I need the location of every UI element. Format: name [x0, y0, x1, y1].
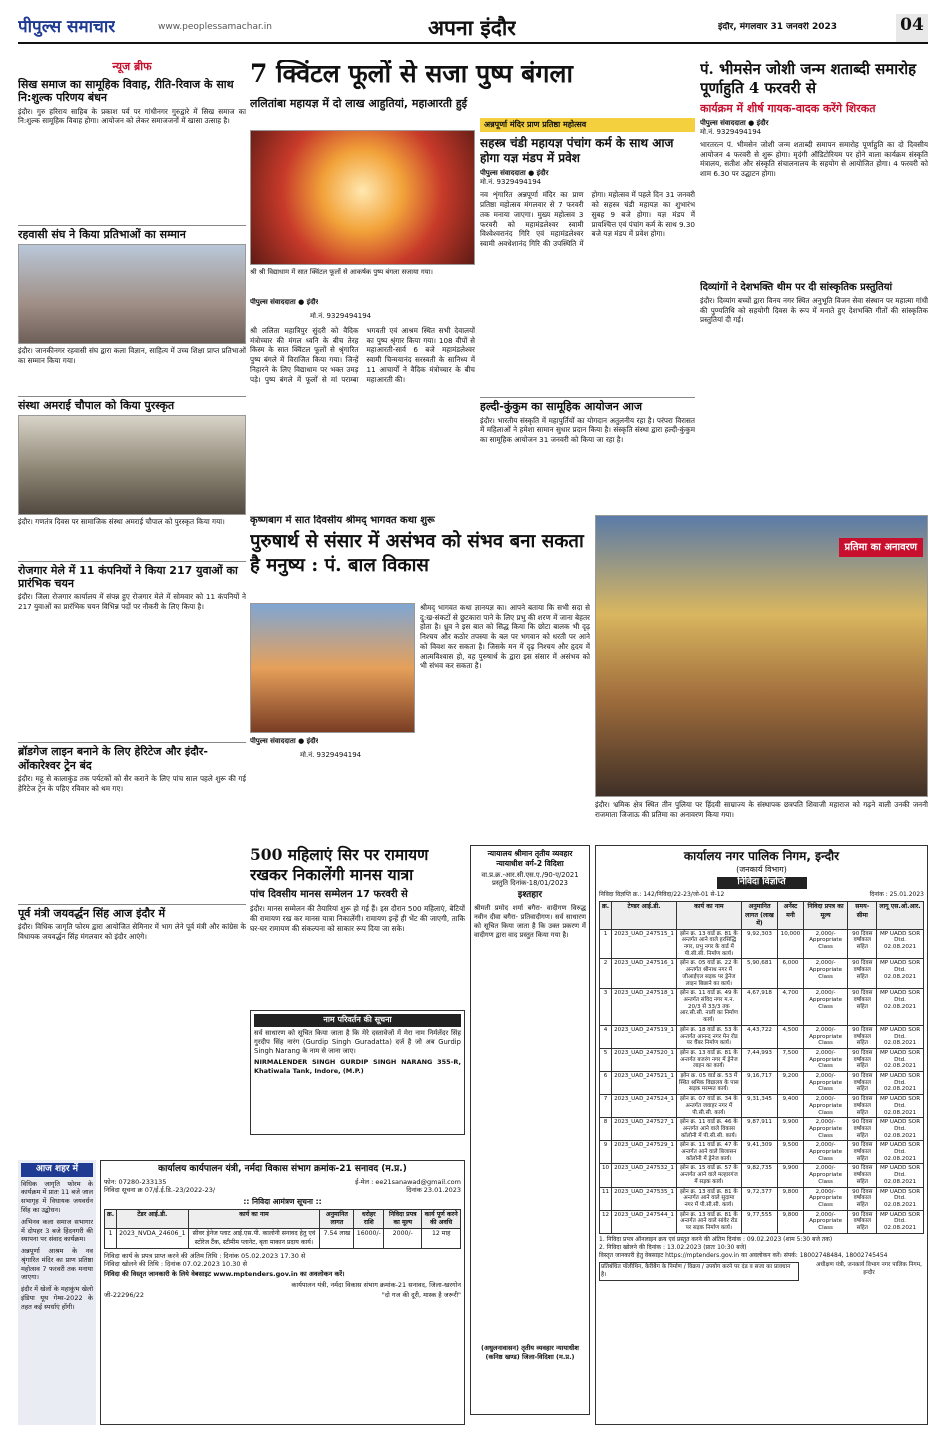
table-cell: झोन क्र. 18 वार्ड क्र. 53 के अन्तर्गत आनन्द नगर मेन रोड पर चैंबर निर्माण कार्य। — [676, 1025, 741, 1048]
phone: मो.नं. 9329494194 — [300, 751, 362, 759]
table-cell: झोन क्र. 11 वार्ड क्र. 46 के अन्तर्गत आने वाले विकास कॉलोनी में पी.सी.सी. कार्य। — [676, 1118, 741, 1141]
aaj-shahar-title: आज शहर में — [21, 1163, 93, 1177]
narmada-heading: :: निविदा आमंत्रण सूचना :: — [243, 1196, 322, 1206]
table-cell: 12 — [600, 1210, 612, 1233]
table-header: कार्य पूर्ण करने की अवधि — [422, 1210, 461, 1229]
table-cell: MP UADD SOR Dtd. 02.08.2021 — [877, 929, 924, 959]
nigam-table — [599, 901, 924, 1233]
court-signature: (अधुलनावासन) तृतीय व्यवहार न्यायाधीश (कनिष्ठ खण्ड) जिला-विदिशा (म.प्र.) — [481, 1343, 579, 1361]
nigam-title: कार्यालय नगर पालिक निगम, इन्दौर — [683, 849, 840, 863]
brief-headline: संस्था अमराई चौपाल को किया पुरस्कृत — [18, 396, 246, 412]
annapurna-story — [480, 118, 695, 508]
ramayan-subheadline: पांच दिवसीय मानस सम्मेलन 17 फरवरी से — [250, 889, 408, 901]
court-case: वा.प्र.क्र.-आर.सी.एस.ए./90-ए/2021 प्रस्तुति दिनांक-18/01/2023 — [481, 870, 579, 888]
nigam-dept: (जनकार्य विभाग) — [736, 864, 787, 874]
table-cell: झोन क्र. 05 वार्ड क्र. 53 में स्थित श्रमिक विद्यालय के पास सड़क मरम्मत कार्य। — [676, 1072, 741, 1095]
table-cell: 2023_UAD_247519_1 — [612, 1025, 677, 1048]
table-cell: झोन क्र. 13 वार्ड क्र. 81 के अन्तर्गत आने वाले हरसिद्धि नगर, प्रभु नगर के वार्ड में पी.सी.सी. निर्माण कार्य। — [676, 929, 741, 959]
table-header: कार्य का नाम — [188, 1210, 320, 1229]
table-cell: 2 — [600, 959, 612, 989]
table-header: निविदा प्रपत्र का मूल्य — [384, 1210, 422, 1229]
table-cell: 2023_UAD_247544_1 — [612, 1210, 677, 1233]
court-title: न्यायालय श्रीमान तृतीय व्यवहार न्यायाधीश वर्ग-2 विदिशा — [487, 849, 573, 868]
brief-headline: रोजगार मेले में 11 कंपनियों ने किया 217 युवाओं का प्रारंभिक चयन — [18, 561, 246, 590]
table-cell: 2023_UAD_247532_1 — [612, 1164, 677, 1187]
chaupal-photo — [18, 415, 246, 515]
table-header: समय-सीमा — [848, 902, 877, 929]
felicitation-photo — [18, 244, 246, 344]
website[interactable]: www.peoplessamachar.in — [158, 22, 272, 32]
table-row — [600, 1095, 924, 1118]
table-cell: 2023_UAD_247529_1 — [612, 1141, 677, 1164]
table-cell: 9,900 — [778, 1164, 803, 1187]
table-cell: झोन क्र. 07 वार्ड क्र. 34 के अन्तर्गत जवाहर नगर में पी.सी.सी. कार्य। — [676, 1095, 741, 1118]
name-change-body: सर्व साधारण को सूचित किया जाता है कि मेरे दस्तावेजों में मेरा नाम निर्मलेंदर सिंह गुरदीप सिंह नारंग (Gurdip Singh Guradatta) दर्ज है जो अब Gurdip Singh Narang के नाम से जाना जाए। — [254, 1028, 461, 1056]
brief-headline: सिख समाज का सामूहिक विवाह, रीति-रिवाज के साथ नि:शुल्क परिणय बंधन — [18, 78, 234, 105]
table-cell: 4,500 — [778, 1025, 803, 1048]
table-cell: 90 दिवस वर्षाकाल सहित — [848, 1164, 877, 1187]
table-cell: 2023_UAD_247515_1 — [612, 929, 677, 959]
brief-body: इंदौर। गुरु हरिराय साहिब के प्रकाश पर्व पर गांधीनगर गुरुद्वारे में सिख समाज का नि:शुल्क सामूहिक विवाह होगा। आयोजन को लेकर समाजजनों में खासा उत्साह है। — [18, 106, 246, 126]
table-cell: 11 — [600, 1187, 612, 1210]
narmada-date-line: निविदा कार्य के प्रपत्र प्राप्त करने की अंतिम तिथि : दिनांक 05.02.2023 17.30 से — [104, 1251, 306, 1260]
table-cell: 90 दिवस वर्षाकाल सहित — [848, 1025, 877, 1048]
table-cell: झोन क्र. 05 वार्ड क्र. 22 के अन्तर्गत श्रीनाथ नगर में जीआईएल सड़क पर ड्रेनेज लाइन बिछाने का कार्य। — [676, 959, 741, 989]
divyang-body: इंदौर। दिव्यांग बच्चों द्वारा विनय नगर स्थित अनुभूति विजन सेवा संस्थान पर महात्मा गांधी की पुण्यतिथि को सहयोगी दिवस के रूप में मनाते हुए देशभक्ति गीतों की सांस्कृतिक प्रस्तुतियां दी गई। — [700, 295, 928, 325]
table-row — [600, 1118, 924, 1141]
table-header: अनुमानित लागत (लाख में) — [741, 902, 777, 929]
table-cell: 16000/- — [354, 1229, 384, 1248]
haldi-headline: हल्दी-कुंकुम का सामूहिक आयोजन आज — [480, 397, 695, 413]
table-cell: 2023_UAD_247516_1 — [612, 959, 677, 989]
flower-bungalow-photo — [250, 130, 475, 265]
nigam-footer: विस्तृत जानकारी हेतु वेबसाइट https://mptenders.gov.in का अवलोकन करें। संपर्क: 18002748484, 18002745454 — [599, 1252, 888, 1260]
table-cell: 2023_UAD_247524_1 — [612, 1095, 677, 1118]
table-cell: 2,000/- Appropriate Class — [803, 1187, 848, 1210]
table-cell: 5,90,681 — [741, 959, 777, 989]
news-brief-label: न्यूज ब्रीफ — [112, 60, 152, 73]
table-cell: 6 — [600, 1072, 612, 1095]
table-cell: MP UADD SOR Dtd. 02.08.2021 — [877, 1048, 924, 1071]
narmada-signature: कार्यपालन यंत्री, नर्मदा विकास संभाग क्रमांक-21 सनावद, जिला-खरगोन — [291, 1280, 461, 1289]
table-header: कार्य का नाम — [676, 902, 741, 929]
table-cell: 4 — [600, 1025, 612, 1048]
table-cell: 9,77,555 — [741, 1210, 777, 1233]
photo-caption: इंदौर। जानकीनगर रहवासी संघ द्वारा कला विज्ञान, साहित्य में उच्च शिक्षा प्राप्त प्रतिभाओं का सम्मान किया गया। — [18, 345, 246, 365]
narmada-ref: जी-22296/22 — [104, 1291, 144, 1300]
ramayan-story — [250, 845, 465, 1145]
brief-body: इंदौर। विधिक जागृति फोरम द्वारा आयोजित सेमिनार में भाग लेने पूर्व मंत्री और कांग्रेस के विधायक जयवर्द्धन सिंह मंगलवार को इंदौर आएंगे। — [18, 921, 246, 941]
table-cell: 2,000/- Appropriate Class — [803, 1048, 848, 1071]
table-cell: MP UADD SOR Dtd. 02.08.2021 — [877, 1118, 924, 1141]
table-cell: 90 दिवस वर्षाकाल सहित — [848, 1118, 877, 1141]
photo-caption: श्री श्री विद्याधाम में सात क्विंटल फूलों से आकर्षक पुष्प बंगला सजाया गया। — [250, 268, 433, 276]
bhimsen-headline: पं. भीमसेन जोशी जन्म शताब्दी समारोह पूर्णाहुति 4 फरवरी से — [700, 60, 917, 97]
table-row — [600, 959, 924, 989]
table-cell: MP UADD SOR Dtd. 02.08.2021 — [877, 1210, 924, 1233]
table-cell: 10,000 — [778, 929, 803, 959]
table-cell: MP UADD SOR Dtd. 02.08.2021 — [877, 1095, 924, 1118]
nigam-date-line: 1. निविदा प्रपत्र ऑनलाइन क्रय एवं प्रस्तुत करने की अंतिम दिनांक : 09.02.2023 (शाम 5:30 बजे तक) — [599, 1235, 833, 1243]
aaj-shahar — [18, 1160, 96, 1425]
narmada-email: ई-मेल : ee21sanawad@gmail.com — [355, 1177, 461, 1186]
table-cell: 90 दिवस वर्षाकाल सहित — [848, 1141, 877, 1164]
phone: मो.नं. 9329494194 — [700, 127, 762, 136]
table-header: अनुमानित लागत — [320, 1210, 354, 1229]
table-cell: MP UADD SOR Dtd. 02.08.2021 — [877, 1025, 924, 1048]
narmada-slogan: "दो गज की दूरी, मास्क है जरूरी" — [381, 1291, 461, 1300]
table-cell: 5 — [600, 1048, 612, 1071]
table-cell: सीवर ड्रेनेज प्लाट आई.एस.पी. कालोनी सनावद हेतु एवं स्टोरेज टैंक, स्टीमीम प्लानेट, बृता माकान प्रदाय कार्य। — [188, 1229, 320, 1248]
table-row — [105, 1229, 461, 1248]
name-change-box — [250, 1010, 465, 1135]
ramayan-body: इंदौर। मानस सम्मेलन की तैयारियां शुरू हो गई हैं। इस दौरान 500 महिलाएं, बेटियों की रामायण रख कर मानस यात्रा निकालेंगी। रामायण इन्हें ही भेंट की जाएगी, ताकि घर-घर रामायण की संकल्पना को साकार रूप दिया जा सके। — [250, 904, 465, 933]
table-row — [600, 1048, 924, 1071]
nigam-notice-date: दिनांक : 25.01.2023 — [869, 890, 924, 898]
table-cell: 4,43,722 — [741, 1025, 777, 1048]
lead-body: श्री ललिता महात्रिपुर सुंदरी को वैदिक मंत्रोच्चार की मंगल ध्वनि के बीच तेरह किस्म के सात क्विंटल फूलों से श्रृंगारित पुष्प बंगले में विराजित किया गया। जिन्हें निहारने के लिए विद्याधाम पर भक्त उमड़ पड़े। पुष्प बंगले में फूलों से मां पराम्बा भगवती एवं आश्रम स्थित सभी देवालयों का पुष्प श्रृंगार किया गया। 108 वीपों से महाआरती-सार्व 6 बजे महामंडलेश्वर स्वामी चिन्मयानंद सरस्वती के सानिध्य में 11 आचार्यों ने वैदिक मंत्रोच्चार के बीच महाआरती की। — [250, 326, 475, 384]
table-cell: 90 दिवस वर्षाकाल सहित — [848, 1048, 877, 1071]
lead-headline: 7 क्विंटल फूलों से सजा पुष्प बंगला — [250, 60, 573, 88]
table-row — [600, 1072, 924, 1095]
lead-subheadline: ललितांबा महायज्ञ में दो लाख आहुतियां, महाआरती हुई — [250, 96, 468, 110]
table-cell: झोन क्र. 13 वार्ड क्र. 81 के अन्तर्गत बजरंग नगर में ड्रेनेज लाइन का कार्य। — [676, 1048, 741, 1071]
nigam-bottom-note: प्रतिबंधित पॉलीथिन, कैरीबैग के निर्माण / विक्रय / उपयोग करने पर दंड व सजा का प्रावधान है। — [599, 1262, 799, 1281]
table-cell: 9,41,309 — [741, 1141, 777, 1164]
table-row — [600, 1210, 924, 1233]
ramayan-headline: 500 महिलाएं सिर पर रामायण रखकर निकालेंगी मानस यात्रा — [250, 845, 429, 885]
table-header: क्र. — [105, 1210, 117, 1229]
court-body: श्रीमती प्रमोद शर्मा बगैरा- वादीगण विरुद्ध नवीन दीवा बगैरा- प्रतिवादीगण। सर्व साधारण को सूचित किया जाता है कि उक्त प्रकरण में वादीगण द्वारा वाद प्रस्तुत किया गया है। — [474, 903, 586, 940]
table-cell: 2,000/- Appropriate Class — [803, 1118, 848, 1141]
statue-caption: इंदौर। भ्रमिक क्षेत्र स्थित तीन पुलिया पर हिंदवी साम्राज्य के संस्थापक छत्रपति शिवाजी महाराज को गढ़ने वाली उनकी जननी राजमाता जिजाऊ की प्रतिमा का अनावरण किया गया। — [595, 800, 928, 819]
table-header: क्र. — [600, 902, 612, 929]
table-row — [600, 1187, 924, 1210]
table-header: अर्नेस्ट मनी — [778, 902, 803, 929]
table-cell: MP UADD SOR Dtd. 02.08.2021 — [877, 989, 924, 1026]
table-cell: 8 — [600, 1118, 612, 1141]
court-label: इश्तहार — [517, 890, 543, 901]
table-header: निविदा प्रपत्र का मूल्य — [803, 902, 848, 929]
name-change-title: नाम परिवर्तन की सूचना — [254, 1014, 461, 1026]
bhagwat-headline: पुरुषार्थ से संसार में असंभव को संभव बना सकता है मनुष्य : पं. बाल विकास — [250, 531, 584, 577]
table-cell: 1 — [105, 1229, 117, 1248]
table-cell: 2000/- — [384, 1229, 422, 1248]
table-cell: 90 दिवस वर्षाकाल सहित — [848, 989, 877, 1026]
table-cell: 2,000/- Appropriate Class — [803, 1095, 848, 1118]
table-cell: 9,800 — [778, 1210, 803, 1233]
table-cell: झोन क्र. 11 वार्ड क्र. 47 के अन्तर्गत आने वाले बिजासन कॉलोनी में ड्रेनेज कार्य। — [676, 1141, 741, 1164]
table-cell: 90 दिवस वर्षाकाल सहित — [848, 929, 877, 959]
table-cell: 9,800 — [778, 1187, 803, 1210]
table-cell: MP UADD SOR Dtd. 02.08.2021 — [877, 1072, 924, 1095]
table-cell: 9,82,735 — [741, 1164, 777, 1187]
narmada-footer: निविदा की विस्तृत जानकारी के लिये वेबसाइट www.mptenders.gov.in का अवलोकन करें। — [104, 1270, 345, 1279]
narmada-title: कार्यालय कार्यपालन यंत्री, नर्मदा विकास संभाग क्रमांक-21 सनावद (म.प्र.) — [158, 1164, 407, 1174]
table-cell: 2023_UAD_247527_1 — [612, 1118, 677, 1141]
table-cell: 12 माह — [422, 1229, 461, 1248]
table-cell: 90 दिवस वर्षाकाल सहित — [848, 1210, 877, 1233]
table-header: लागू एस.ओ.आर. — [877, 902, 924, 929]
table-cell: 6,000 — [778, 959, 803, 989]
table-cell: 2023_UAD_247521_1 — [612, 1072, 677, 1095]
table-cell: 9,16,717 — [741, 1072, 777, 1095]
table-cell: 90 दिवस वर्षाकाल सहित — [848, 959, 877, 989]
nigam-notice-no: निविदा विज्ञप्ति क्र.: 142/निविदा/22-23/जो-01 से-12 — [599, 890, 725, 898]
table-cell: 2,000/- Appropriate Class — [803, 929, 848, 959]
table-row — [600, 929, 924, 959]
page-number: 04 — [896, 14, 928, 42]
statue-photo — [595, 515, 928, 797]
table-row — [600, 1141, 924, 1164]
table-cell: 2023_UAD_247535_1 — [612, 1187, 677, 1210]
table-header: टेंडर आई.डी. — [117, 1210, 188, 1229]
bhagwat-kicker: कृष्णबाग में सात दिवसीय श्रीमद् भागवत कथा शुरू — [250, 515, 435, 526]
table-cell: 3 — [600, 989, 612, 1026]
statue-story — [595, 515, 928, 840]
table-cell: 9,400 — [778, 1095, 803, 1118]
table-cell: झोन क्र. 11 वार्ड क्र. 49 के अन्तर्गत संविद नगर म.न. 20/3 से 33/3 तक आर.सी.सी. नाली का निर्माण कार्य। — [676, 989, 741, 1026]
table-header: धरोहर राशि — [354, 1210, 384, 1229]
table-cell: 7,500 — [778, 1048, 803, 1071]
bhagwat-body: श्रीमद् भागवत कथा ज्ञानयज्ञ का। आपने बताया कि सभी सदा से दु:ख-संकटों से छुटकारा पाने के लिए प्रभु की शरण में जाना बेहतर होता है। ध्रुव ने इस बात को सिद्ध किया कि छोटा बालक भी दृढ़ निश्चय और कठोर तपस्या के बल पर भगवान को धरती पर आने को विवश कर सकता है। जिसके मन में दृढ़ निश्चय और हृदय में आत्मविश्वास हो, वह पुरुषार्थ के द्वारा इस संसार में असंभव को भी संभव कर सकता है। — [420, 603, 590, 671]
table-cell: 7.54 लाख — [320, 1229, 354, 1248]
table-cell: 7,44,993 — [741, 1048, 777, 1071]
event-item: इंदौर में खेलों के महाकुंभ खेलो इंडिया यूथ गेम्स-2022 के तहत कई स्पर्धाएं होंगी। — [21, 1285, 93, 1311]
table-header: टेण्डर आई.डी. — [612, 902, 677, 929]
bhagwat-photo — [250, 603, 415, 733]
bhimsen-subheadline: कार्यक्रम में शीर्ष गायक-वादक करेंगे शिरकत — [700, 101, 876, 115]
news-brief-column — [18, 60, 246, 1155]
table-cell: MP UADD SOR Dtd. 02.08.2021 — [877, 1187, 924, 1210]
nagar-nigam-notice — [595, 845, 928, 1425]
table-cell: 2,000/- Appropriate Class — [803, 1141, 848, 1164]
brief-headline: पूर्व मंत्री जयवर्द्धन सिंह आज इंदौर में — [18, 904, 246, 920]
bhimsen-story — [700, 60, 928, 510]
brief-body: इंदौर। महू से कालाकुंड तक पर्यटकों को सैर कराने के लिए पांच साल पहले शुरू की गई हेरिटेज ट्रेन के पहिए रविवार को थम गए। — [18, 773, 246, 793]
table-cell: झोन क्र. 13 वार्ड क्र. 81 के अन्तर्गत आने वाले सुदामा नगर में पी.सी.सी. कार्य। — [676, 1187, 741, 1210]
brief-body: इंदौर। जिला रोजगार कार्यालय में संपन्न हुए रोजगार मेले में सोमवार को 11 कंपनियों ने 217 युवाओं का प्रारंभिक चयन विभिन्न पदों पर नौकरी के लिए किया है। — [18, 592, 246, 612]
table-cell: 9,500 — [778, 1141, 803, 1164]
lead-story — [250, 60, 695, 510]
divyang-headline: दिव्यांगों ने देशभक्ति थीम पर दी सांस्कृतिक प्रस्तुतियां — [700, 281, 893, 293]
narmada-table — [104, 1209, 461, 1248]
table-cell: 90 दिवस वर्षाकाल सहित — [848, 1187, 877, 1210]
table-cell: 4,700 — [778, 989, 803, 1026]
table-cell: झोन क्र. 13 वार्ड क्र. 81 के अन्तर्गत आने वाले सांवेर रोड पर सड़क निर्माण कार्य। — [676, 1210, 741, 1233]
annapurna-body: नव शृंगारित अन्नपूर्णा मंदिर का प्राण प्रतिष्ठा महोत्सव मंगलवार से 7 फरवरी तक मनाया जाएगा। मुख्य महोत्सव 3 फरवरी को महामंडलेश्वर स्वामी विश्वेश्वरानंद गिरि एवं महामंडलेश्वर स्वामी अवधेशानंद गिरि की उपस्थिति में होगा। महोत्सव में पहले दिन 31 जनवरी को सहस्त्र चंडी महायज्ञ का शुभारंभ सुबह 9 बजे होगा। यज्ञ मंडप में प्रायश्चित्त एवं पंचांग कर्म के साथ 9.30 बजे यज्ञ मंडप में प्रवेश होगा। — [480, 190, 695, 248]
bhimsen-body: भारतरत्न पं. भीमसेन जोशी जन्म शताब्दी समापन समारोह पूर्णाहुति का दो दिवसीय आयोजन 4 फरवरी से शुरू होगा। मृदंगी ऑडिटोरियम पर होने वाला कार्यक्रम संस्कृति मंत्रालय, सतीश और संस्कृति संचालनालय के सहयोग से आयोजित होगा। 4 फरवरी को शाम 6.30 पर उद्घाटन होगा। — [700, 139, 928, 179]
phone: मो.नं. 9329494194 — [310, 312, 372, 320]
brief-headline: रहवासी संघ ने किया प्रतिभाओं का सम्मान — [18, 225, 246, 241]
table-cell: 9,87,911 — [741, 1118, 777, 1141]
table-cell: 9,72,377 — [741, 1187, 777, 1210]
table-cell: 9 — [600, 1141, 612, 1164]
phone: मो.नं. 9329494194 — [480, 178, 542, 187]
byline: पीपुल्स संवाददाता ● इंदौर — [480, 169, 549, 178]
event-item: अभिनव कला समाज सभागार में दोपहर 3 बजे हिंदनगरी की स्थापना पर संवाद कार्यक्रम। — [21, 1217, 93, 1244]
photo-caption: इंदौर। गणतंत्र दिवस पर सामाजिक संस्था अमराई चौपाल को पुरस्कृत किया गया। — [18, 517, 225, 527]
narmada-phone: फोन: 07280-233135 — [104, 1177, 167, 1186]
narmada-notice — [100, 1160, 465, 1425]
narmada-nit: निविदा सूचना क्र 07/ई.ई.डि.-23/2022-23/ — [104, 1186, 216, 1195]
table-cell: 2023_NVDA_24606_1 — [117, 1229, 188, 1248]
table-cell: 2,000/- Appropriate Class — [803, 1025, 848, 1048]
table-cell: 1 — [600, 929, 612, 959]
table-cell: 2,000/- Appropriate Class — [803, 1072, 848, 1095]
table-cell: 4,67,918 — [741, 989, 777, 1026]
masthead — [18, 14, 928, 44]
byline: पीपुल्स संवाददाता ● इंदौर — [250, 298, 319, 306]
byline: पीपुल्स संवाददाता ● इंदौर — [250, 737, 319, 745]
table-cell: झोन क्र. 15 वार्ड क्र. 57 के अन्तर्गत आने वाले मल्हारगंज में सड़क कार्य। — [676, 1164, 741, 1187]
brief-headline: ब्रॉडगेज लाइन बनाने के लिए हेरिटेज और इंदौर-ओंकारेश्वर ट्रेन बंद — [18, 742, 246, 771]
table-row — [600, 1164, 924, 1187]
annapurna-tag: अन्नपूर्णा मंदिर प्राण प्रतिष्ठा महोत्सव — [480, 118, 695, 132]
narmada-date: दिनांक 23.01.2023 — [406, 1186, 461, 1195]
haldi-body: इंदौर। भारतीय संस्कृति में महापुर्तियों का योगदान अतुलनीय रहा है। परंपरा विरासत में महिलाओं ने हमेशा सामान सुधार प्रदान किया है। संस्कृति संस्था द्वारा हल्दी-कुंकुम का सामूहिक आयोजन 31 जनवरी को किया जा रहा है। — [480, 415, 695, 444]
byline: पीपुल्स संवाददाता ● इंदौर — [700, 118, 769, 127]
table-cell: 9,31,345 — [741, 1095, 777, 1118]
name-change-address: NIRMALENDER SINGH GURDIP SINGH NARANG 355-R, Khatiwala Tank, Indore, (M.P.) — [254, 1058, 461, 1075]
table-cell: 9,900 — [778, 1118, 803, 1141]
dateline: इंदौर, मंगलवार 31 जनवरी 2023 — [718, 22, 837, 32]
event-item: विधिक जागृति फोरम के कार्यक्रम में प्रातः 11 बजे जाल सभागृह में विधायक जयवर्धन सिंह का उद्बोधन। — [21, 1179, 93, 1214]
table-cell: MP UADD SOR Dtd. 02.08.2021 — [877, 1164, 924, 1187]
table-cell: MP UADD SOR Dtd. 02.08.2021 — [877, 959, 924, 989]
table-cell: 9,200 — [778, 1072, 803, 1095]
event-item: अन्नपूर्णा आश्रम के नव श्रृंगारित मंदिर का प्राण प्रतिष्ठा महोत्सव 7 फरवरी तक मनाया जाएगा। — [21, 1247, 93, 1282]
court-notice — [470, 845, 590, 1415]
table-cell: 2,000/- Appropriate Class — [803, 959, 848, 989]
table-cell: 2023_UAD_247520_1 — [612, 1048, 677, 1071]
section-title: अपना इंदौर — [428, 15, 516, 40]
narmada-date-line: निविदा खोलने की तिथि : दिनांक 07.02.2023 10.30 से — [104, 1260, 247, 1268]
table-row — [600, 989, 924, 1026]
annapurna-headline: सहस्त्र चंडी महायज्ञ पंचांग कर्म के साथ आज होगा यज्ञ मंडप में प्रवेश — [480, 136, 674, 165]
table-cell: MP UADD SOR Dtd. 02.08.2021 — [877, 1141, 924, 1164]
table-cell: 90 दिवस वर्षाकाल सहित — [848, 1095, 877, 1118]
table-cell: 9,92,303 — [741, 929, 777, 959]
bhagwat-story — [250, 515, 590, 840]
nigam-signature: अधीक्षण यंत्री, जनकार्य विभाग नगर पालिक निगम, इन्दौर — [815, 1262, 923, 1276]
nigam-date-line: 2. निविदा खोलने की दिनांक : 13.02.2023 (प्रातः 10:30 बजे) — [599, 1243, 747, 1251]
table-cell: 2,000/- Appropriate Class — [803, 1164, 848, 1187]
paper-name: पीपुल्स समाचार — [18, 17, 116, 37]
nigam-notice-label: निविदा विज्ञप्ति — [717, 877, 807, 889]
table-cell: 2023_UAD_247518_1 — [612, 989, 677, 1026]
table-cell: 90 दिवस वर्षाकाल सहित — [848, 1072, 877, 1095]
table-cell: 2,000/- Appropriate Class — [803, 1210, 848, 1233]
table-cell: 7 — [600, 1095, 612, 1118]
statue-tag: प्रतिमा का अनावरण — [839, 538, 923, 557]
table-cell: 10 — [600, 1164, 612, 1187]
table-cell: 2,000/- Appropriate Class — [803, 989, 848, 1026]
table-row — [600, 1025, 924, 1048]
